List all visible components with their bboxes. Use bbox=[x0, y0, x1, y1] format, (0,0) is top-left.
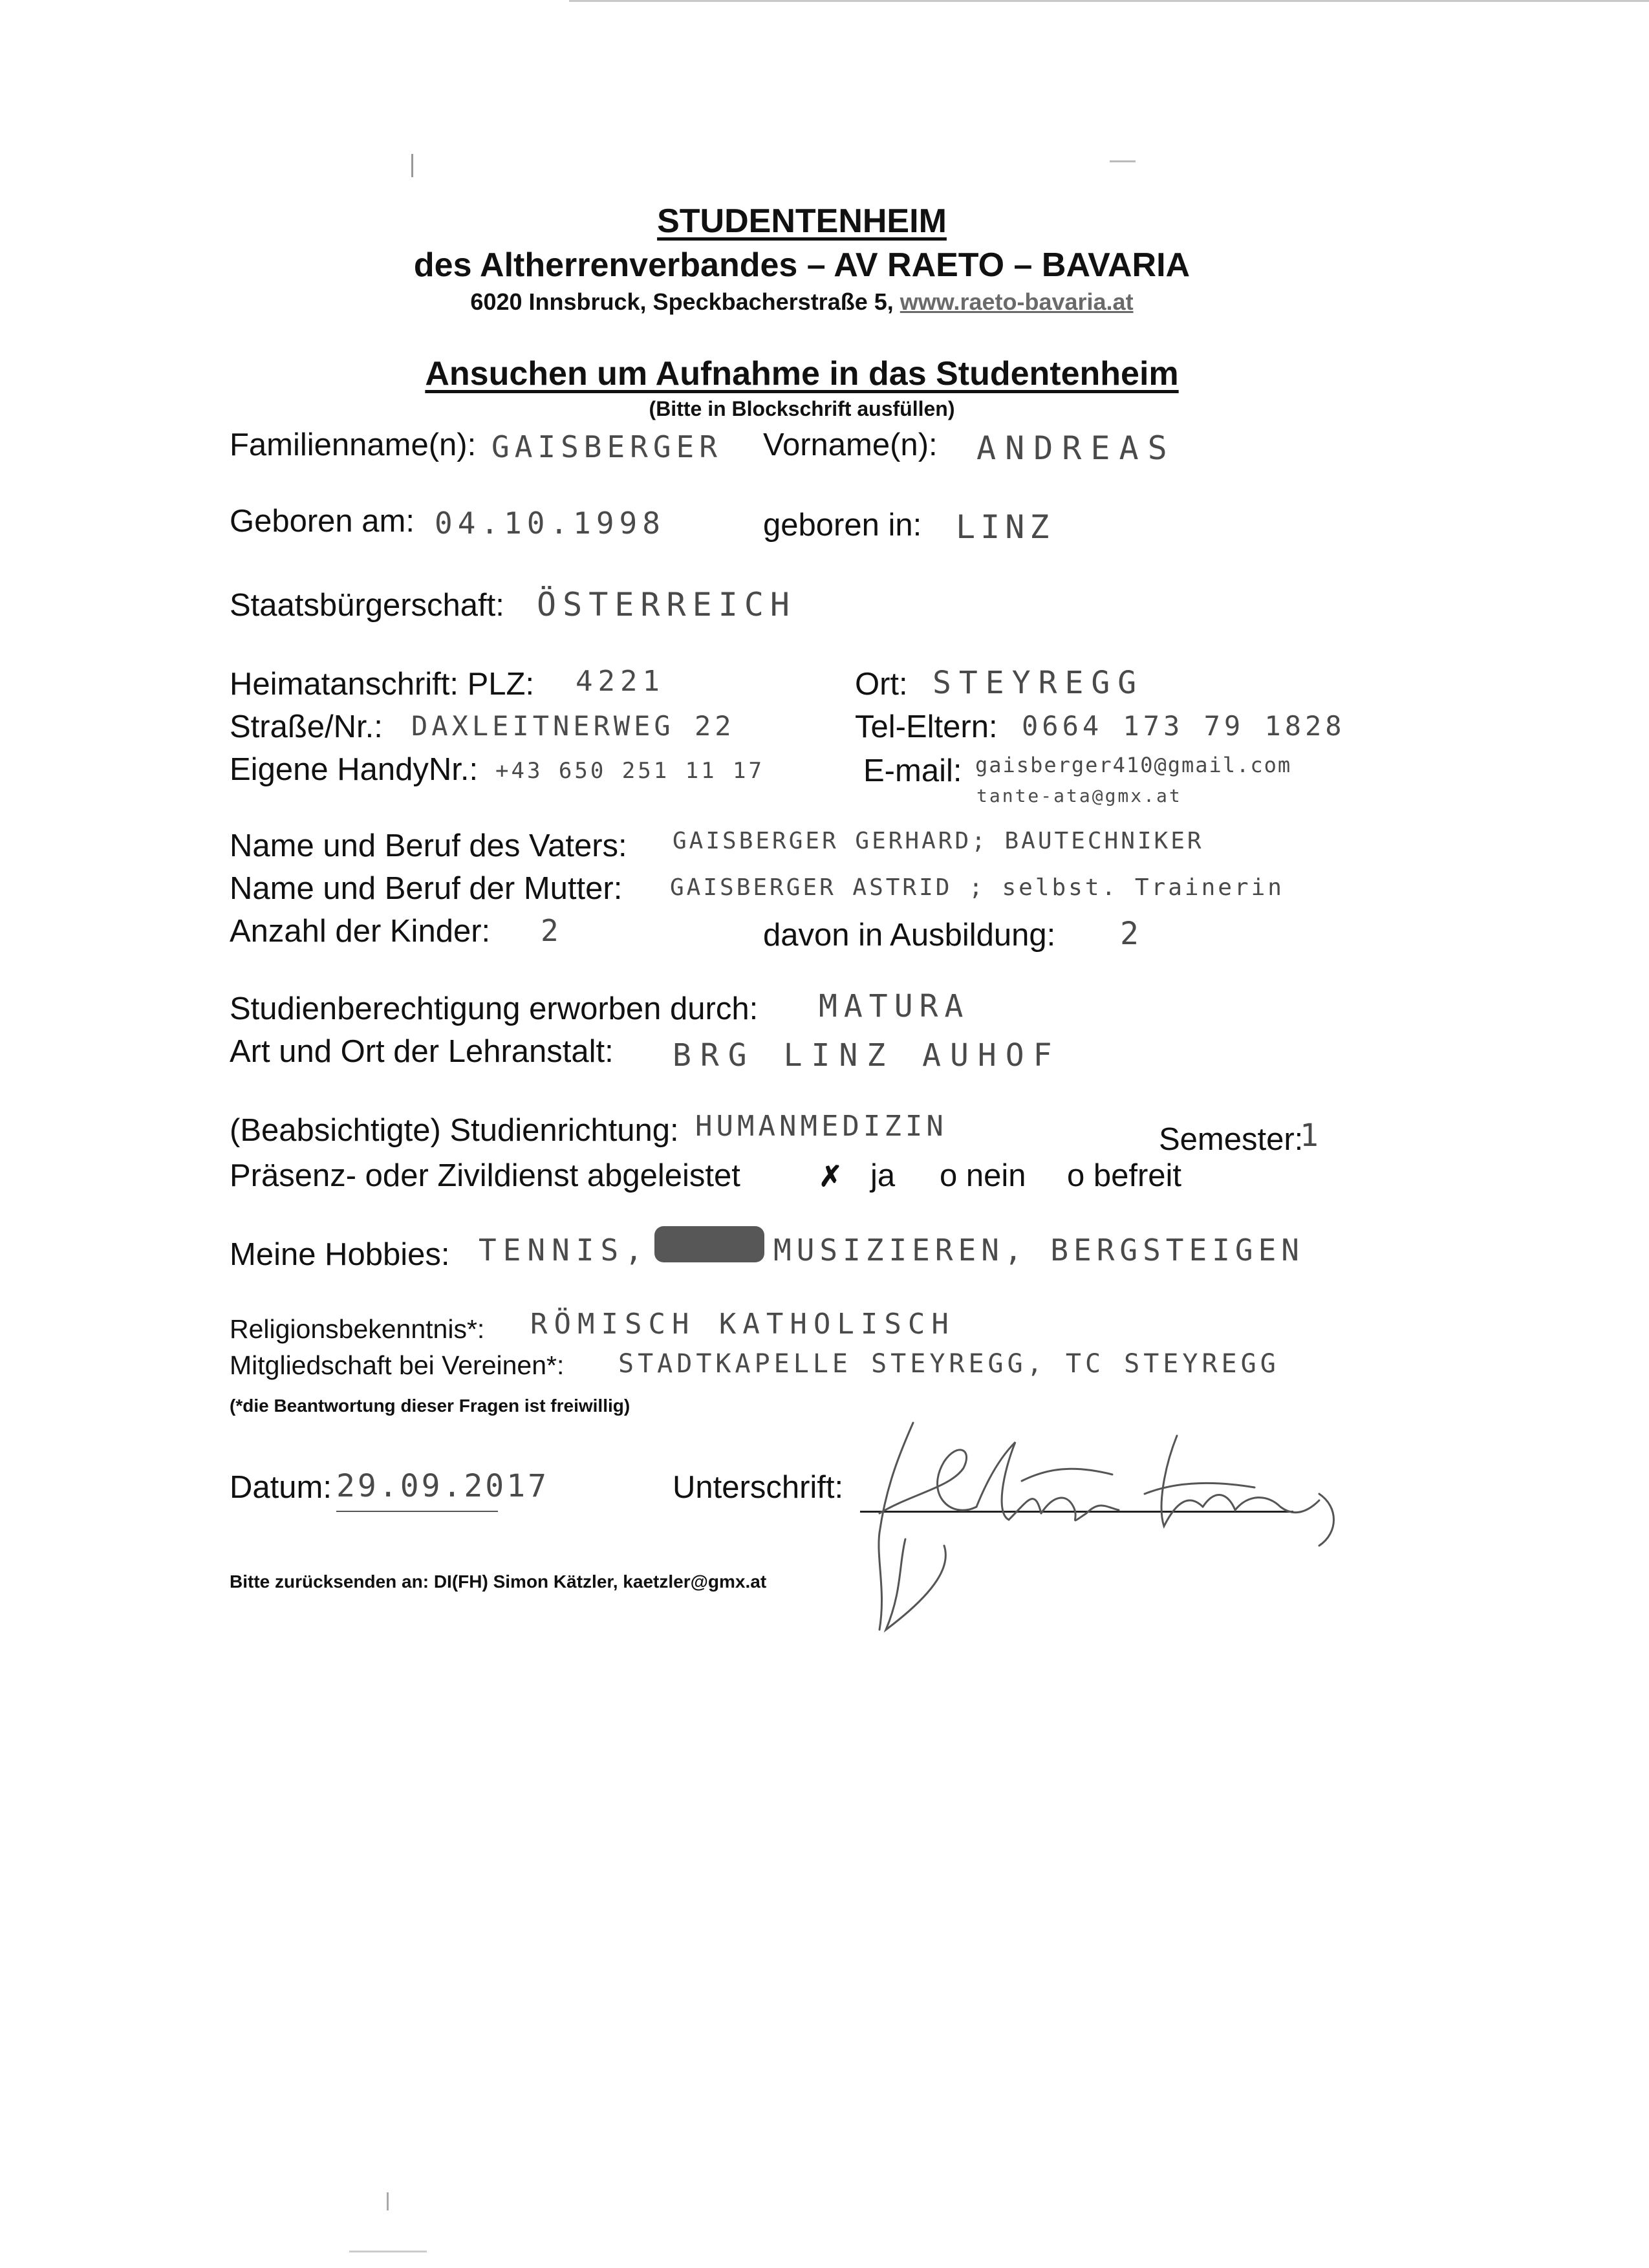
plz-field[interactable]: 4221 bbox=[576, 665, 665, 698]
kinder-field[interactable]: 2 bbox=[541, 913, 564, 948]
ausbildung-field[interactable]: 2 bbox=[1120, 916, 1144, 952]
plz-label: Heimatanschrift: PLZ: bbox=[230, 667, 535, 702]
scan-speck bbox=[349, 2251, 427, 2252]
scan-speck bbox=[1110, 160, 1136, 162]
strasse-field[interactable]: DAXLEITNERWEG 22 bbox=[411, 710, 735, 742]
semester-field[interactable]: 1 bbox=[1300, 1118, 1324, 1154]
familienname-field[interactable]: GAISBERGER bbox=[491, 429, 722, 464]
lehranstalt-field[interactable]: BRG LINZ AUHOF bbox=[673, 1037, 1061, 1074]
familienname-label: Familienname(n): bbox=[230, 427, 477, 462]
return-address: Bitte zurücksenden an: DI(FH) Simon Kätzler, kaetzler@gmx.at bbox=[230, 1571, 767, 1592]
kinder-label: Anzahl der Kinder: bbox=[230, 914, 491, 949]
mutter-label: Name und Beruf der Mutter: bbox=[230, 871, 623, 906]
email-label: E-mail: bbox=[863, 753, 962, 788]
datum-field[interactable]: 29.09.2017 bbox=[336, 1468, 549, 1504]
studienrichtung-label: (Beabsichtigte) Studienrichtung: bbox=[230, 1113, 679, 1148]
mutter-field[interactable]: GAISBERGER ASTRID ; selbst. Trainerin bbox=[670, 874, 1284, 901]
religion-label: Religionsbekenntnis*: bbox=[230, 1314, 485, 1344]
zivildienst-ja-label: ja bbox=[870, 1158, 896, 1193]
address-line bbox=[0, 288, 1604, 316]
geboren-in-label: geboren in: bbox=[763, 508, 922, 543]
email-field[interactable]: gaisberger410@gmail.com bbox=[975, 753, 1292, 777]
staatsbuergerschaft-label: Staatsbürgerschaft: bbox=[230, 588, 504, 623]
ausbildung-label: davon in Ausbildung: bbox=[763, 918, 1056, 953]
geboren-in-field[interactable]: LINZ bbox=[956, 508, 1055, 546]
page-subtitle: des Altherrenverbandes – AV RAETO – BAVARIA bbox=[413, 246, 1191, 284]
semester-label: Semester: bbox=[1159, 1122, 1304, 1157]
handy-field[interactable]: +43 650 251 11 17 bbox=[495, 758, 764, 784]
studienrichtung-field[interactable]: HUMANMEDIZIN bbox=[695, 1110, 947, 1143]
tel-eltern-label: Tel-Eltern: bbox=[855, 709, 998, 744]
hobbies-label: Meine Hobbies: bbox=[230, 1237, 450, 1272]
vater-label: Name und Beruf des Vaters: bbox=[230, 828, 627, 863]
religion-field[interactable]: RÖMISCH KATHOLISCH bbox=[530, 1308, 955, 1341]
staatsbuergerschaft-field[interactable]: ÖSTERREICH bbox=[537, 586, 797, 623]
studienberechtigung-field[interactable]: MATURA bbox=[819, 988, 970, 1024]
scan-edge bbox=[569, 0, 1649, 2]
vorname-label: Vorname(n): bbox=[763, 427, 938, 462]
datum-label: Datum: bbox=[230, 1470, 332, 1505]
form-title: Ansuchen um Aufnahme in das Studentenheim bbox=[425, 355, 1179, 393]
crossed-out-word bbox=[654, 1226, 764, 1262]
handwritten-signature[interactable] bbox=[841, 1397, 1358, 1643]
geboren-am-field[interactable]: 04.10.1998 bbox=[435, 506, 665, 541]
freiwillig-note: (*die Beantwortung dieser Fragen ist freiwillig) bbox=[230, 1396, 630, 1416]
vorname-field[interactable]: ANDREAS bbox=[976, 429, 1176, 467]
tel-eltern-field[interactable]: 0664 173 79 1828 bbox=[1022, 710, 1346, 742]
handy-label: Eigene HandyNr.: bbox=[230, 752, 479, 787]
strasse-label: Straße/Nr.: bbox=[230, 709, 383, 744]
ort-label: Ort: bbox=[855, 667, 908, 702]
form-hint: (Bitte in Blockschrift ausfüllen) bbox=[649, 397, 955, 420]
zivildienst-nein-option[interactable]: o nein bbox=[940, 1158, 1026, 1193]
studienberechtigung-label: Studienberechtigung erworben durch: bbox=[230, 991, 759, 1026]
lehranstalt-label: Art und Ort der Lehranstalt: bbox=[230, 1034, 614, 1069]
scan-speck bbox=[411, 154, 413, 177]
zivildienst-befreit-option[interactable]: o befreit bbox=[1067, 1158, 1182, 1193]
datum-underline bbox=[336, 1511, 498, 1512]
geboren-am-label: Geboren am: bbox=[230, 504, 415, 539]
email-field-secondary[interactable]: tante-ata@gmx.at bbox=[976, 785, 1182, 806]
zivildienst-label: Präsenz- oder Zivildienst abgeleistet bbox=[230, 1158, 740, 1193]
vereine-field[interactable]: STADTKAPELLE STEYREGG, TC STEYREGG bbox=[618, 1349, 1280, 1379]
address-text: 6020 Innsbruck, Speckbacherstraße 5, bbox=[470, 288, 894, 315]
website-link[interactable]: www.raeto-bavaria.at bbox=[900, 288, 1134, 315]
hobbies-field-continued[interactable]: MUSIZIEREN, BERGSTEIGEN bbox=[773, 1233, 1304, 1268]
unterschrift-label: Unterschrift: bbox=[673, 1470, 844, 1505]
vereine-label: Mitgliedschaft bei Vereinen*: bbox=[230, 1350, 565, 1380]
ort-field[interactable]: STEYREGG bbox=[932, 665, 1145, 701]
hobbies-field[interactable]: TENNIS, bbox=[479, 1233, 649, 1268]
page-title: STUDENTENHEIM bbox=[657, 202, 947, 240]
scan-speck bbox=[387, 2192, 389, 2210]
vater-field[interactable]: GAISBERGER GERHARD; BAUTECHNIKER bbox=[673, 828, 1204, 854]
zivildienst-ja-checkbox[interactable]: ✗ bbox=[819, 1161, 843, 1193]
